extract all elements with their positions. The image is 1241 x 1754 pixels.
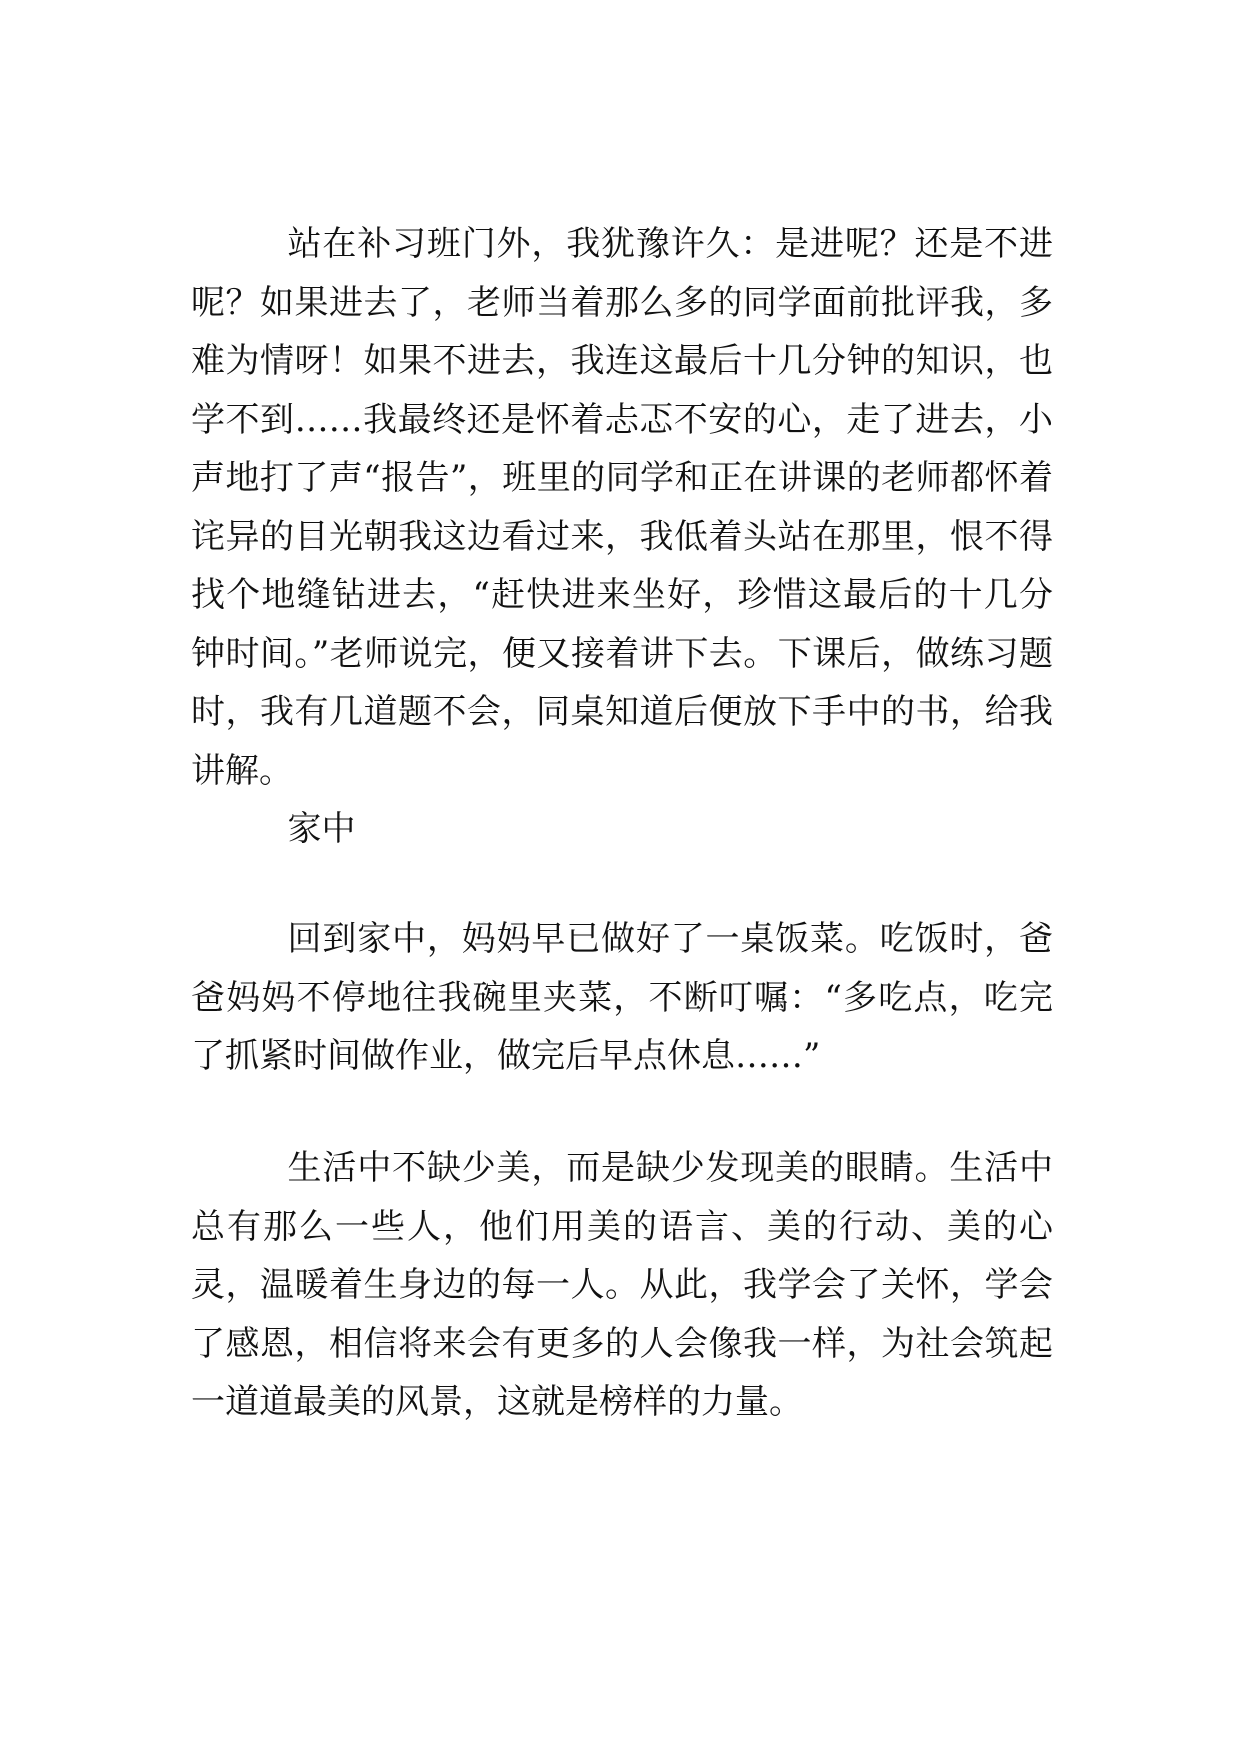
paragraph-conclusion: 生活中不缺少美，而是缺少发现美的眼睛。生活中总有那么一些人，他们用美的语言、美的行动、美的心灵，温暖着生身边的每一人。从此，我学会了关怀，学会了感恩，相信将来会有更多的人会像我一样，为社会筑起一道道最美的风景，这就是榜样的力量。 (191, 1148, 1053, 1422)
paragraph-cram-school: 站在补习班门外，我犹豫许久：是进呢？还是不进呢？如果进去了，老师当着那么多的同学面前批评我，多难为情呀！如果不进去，我连这最后十几分钟的知识，也学不到……我最终还是怀着忐忑不安的心，走了进去，小声地打了声“报告”，班里的同学和正在讲课的老师都怀着诧异的目光朝我这边看过来，我低着头站在那里，恨不得找个地缝钻进去，“赶快进来坐好，珍惜这最后的十几分钟时间。”老师说完，便又接着讲下去。下课后，做练习题时，我有几道题不会，同桌知道后便放下手中的书，给我讲解。 (191, 224, 1053, 791)
paragraph-home-dinner: 回到家中，妈妈早已做好了一桌饭菜。吃饭时，爸爸妈妈不停地往我碗里夹菜，不断叮嘱：“多吃点，吃完了抓紧时间做作业，做完后早点休息……” (191, 919, 1053, 1076)
section-heading-home: 家中 (287, 809, 356, 849)
